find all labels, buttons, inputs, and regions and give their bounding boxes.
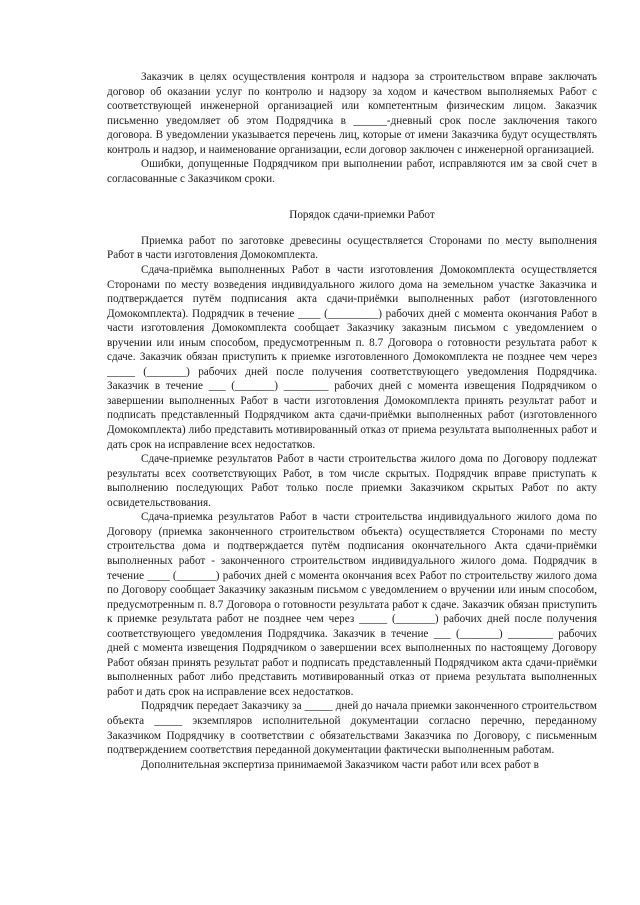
section-title: Порядок сдачи-приемки Работ bbox=[289, 209, 435, 222]
document-page bbox=[107, 70, 597, 772]
paragraph-hidden-works: Сдаче-приемке результатов Работ в части строительства жилого дома по Договору подлежат результаты всех соответствующих Работ, в том числе скрытых. Подрядчик вправе приступать к выполнению последующих Работ только после приемки Заказчиком скрытых Работ по акту освидетельствования. bbox=[107, 453, 597, 509]
paragraph-timber-acceptance: Приемка работ по заготовке древесины осуществляется Сторонами по месту выполнения Работ в части изготовления Домокомплекта. bbox=[107, 234, 597, 262]
paragraph-documentation: Подрядчик передает Заказчику за _____ дней до начала приемки законченного строительством объекта _____ экземпляров исполнительной документации согласно перечню, переданному Заказчиком Подрядчику в соответствии с обязательствами Заказчика по Договору, с письменным подтверждением соответствия переданной документации фактически выполненным работам. bbox=[107, 700, 597, 757]
paragraph-expertise: Дополнительная экспертиза принимаемой Заказчиком части работ или всех работ в bbox=[141, 758, 539, 771]
paragraph-supervision: Заказчик в целях осуществления контроля и надзора за строительством вправе заключать договор об оказании услуг по контролю и надзору за ходом и качеством выполняемых Работ с соответствующей инженерной организацией или компетентным физическим лицом. Заказчик письменно уведомляет об этом Подрядчика в ______-дневный срок после заключения такого договора. В уведомлении указывается перечень лиц, которые от имени Заказчика будут осуществлять контроль и надзор, и наименование организации, если договор заключен с инженерной организацией. bbox=[107, 71, 597, 156]
paragraph-errors: Ошибки, допущенные Подрядчиком при выполнении работ, исправляются им за свой счет в согласованные с Заказчиком сроки. bbox=[107, 158, 597, 185]
paragraph-house-acceptance: Сдача-приемка результатов Работ в части строительства индивидуального жилого дома по Договору (приемка законченного строительством объекта) осуществляется Сторонами по месту строительства дома и подтверждается путём подписания окончательного Акта сдачи-приёмки выполненных работ - законченного строительством индивидуального жилого дома. Подрядчик в течение ____ (_______) рабочих дней с момента окончания всех Работ по строительству жилого дома по Договору сообщает Заказчику заказным письмом с уведомлением о вручении или иным способом, предусмотренным п. 8.7 Договора о готовности результата работ к сдаче. Заказчик обязан приступить к приемке результата работ не позднее чем через _____ (_______) рабочих дней после получения соответствующего уведомления Подрядчика. Заказчик в течение ___ (_______) ________ рабочих дней с момента извещения Подрядчиком о завершении всех выполненных по настоящему Договору Работ обязан принять результат работ и подписать представленный Подрядчиком акта сдачи-приёмки выполненных работ либо представить мотивированный отказ от приема результата выполненных работ и дать срок на исправление всех недостатков. bbox=[107, 511, 597, 698]
paragraph-housekit-acceptance: Сдача-приёмка выполненных Работ в части изготовления Домокомплекта осуществляется Сторонами по месту возведения индивидуального жилого дома на земельном участке Заказчика и подтверждается путём подписания акта сдачи-приёмки выполненных работ (изготовленного Домокомплекта). Подрядчик в течение ____ (_________) рабочих дней с момента окончания Работ в части изготовления Домокомплекта сообщает Заказчику заказным письмом с уведомлением о вручении или иным способом, предусмотренным п. 8.7 Договора о готовности результата работ к сдаче. Заказчик обязан приступить к приемке изготовленного Домокомплекта не позднее чем через _____ (_______) рабочих дней после получения соответствующего уведомления Подрядчика. Заказчик в течение ___ (_______) ________ рабочих дней с момента извещения Подрядчиком о завершении выполненных Работ в части изготовления Домокомплекта принять результат работ и подписать представленный Подрядчиком акта сдачи-приёмки выполненных работ (изготовленного Домокомплекта) либо представить мотивированный отказ от приема результата выполненных работ и дать срок на исправление всех недостатков. bbox=[107, 264, 597, 451]
